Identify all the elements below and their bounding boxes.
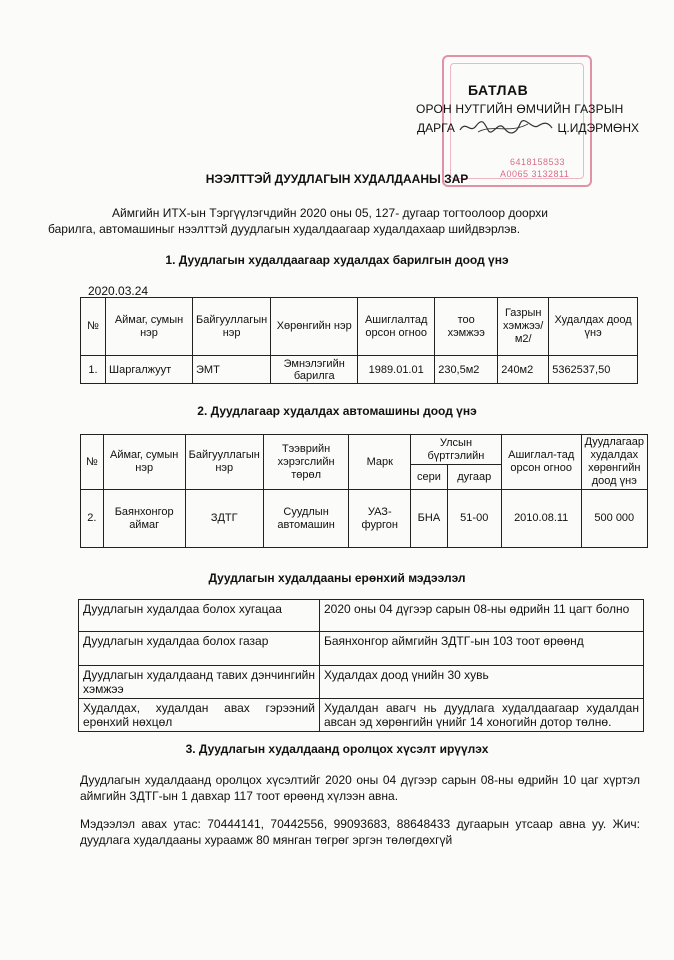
stamp-number: 6418158533: [510, 157, 566, 167]
section-3-paragraph: Дуудлагын худалдаанд оролцох хүсэлтийг 2020 оны 04 дүгээр сарын 08-ны өдрийн 10 цаг хүртэл аймгийн ЗДТГ-ын 1 давхар 117 тоот өрөөнд хүлээн авна.: [80, 773, 640, 803]
table-row: [81, 356, 638, 384]
column-header: Ашиглалтад орсон огноо: [358, 298, 435, 356]
column-header: Аймаг, сумын нэр: [106, 298, 193, 356]
column-header: Тээврийн хэрэгслийн төрөл: [263, 435, 349, 490]
table-cell: 5362537,50: [549, 356, 638, 384]
column-header: Марк: [349, 435, 411, 490]
column-header: Дуудлагаар худалдах хөрөнгийн доод үнэ: [581, 435, 647, 490]
approval-name: Ц.ИДЭРМӨНХ: [557, 121, 639, 135]
column-header: №: [81, 435, 104, 490]
table-header-row: [81, 298, 638, 356]
intro-paragraph: [48, 205, 640, 237]
table-cell: ЗДТГ: [185, 490, 263, 548]
general-info-title: Дуудлагын худалдааны ерөнхий мэдээлэл: [208, 571, 466, 585]
column-header: тоо хэмжээ: [435, 298, 498, 356]
column-header: Хөрөнгийн нэр: [271, 298, 358, 356]
table-cell: 2020 оны 04 дүгээр сарын 08-ны өдрийн 11 цагт болно: [320, 600, 644, 632]
vehicle-table: [80, 434, 648, 548]
signature-icon: [458, 118, 554, 136]
table-cell: Баянхонгор аймгийн ЗДТГ-ын 103 тоот өрөөнд: [320, 632, 644, 666]
table-cell: Шаргалжуут: [106, 356, 193, 384]
intro-line: Аймгийн ИТХ-ын Тэргүүлэгчдийн 2020 оны 05, 127- дугаар тогтоолоор доорхи: [112, 206, 548, 220]
table-cell: 230,5м2: [435, 356, 498, 384]
building-table: [80, 297, 638, 384]
table-cell: Эмнэлэгийн барилга: [271, 356, 358, 384]
table-cell: Худалдах доод үнийн 30 хувь: [320, 666, 644, 699]
column-header: Ашиглал-тад орсон огноо: [501, 435, 581, 490]
table-row: [81, 490, 648, 548]
intro-line: барилга, автомашиныг нээлттэй дуудлагын худалдаагаар худалдахаар шийдвэрлэв.: [48, 222, 521, 236]
table-cell: 2010.08.11: [501, 490, 581, 548]
column-header: Улсын бүртгэлийн: [411, 435, 502, 465]
approval-role: ДАРГА: [417, 121, 455, 135]
table-cell: ЭМТ: [193, 356, 271, 384]
table-cell: Дуудлагын худалдаанд тавих дэнчингийн хэмжээ: [79, 666, 320, 699]
table-cell: УАЗ-фургон: [349, 490, 411, 548]
section-1-title: 1. Дуудлагын худалдаагаар худалдах барилгын доод үнэ: [165, 253, 509, 267]
approval-title: БАТЛАВ: [468, 82, 529, 98]
table-cell: 2.: [81, 490, 104, 548]
table-cell: Худалдан авагч нь дуудлага худалдаагаар худалдан авсан эд хөрөнгийн үнийг 14 хоногийн дотор төлнө.: [320, 699, 644, 732]
table-cell: Суудлын автомашин: [263, 490, 349, 548]
table-cell: Баянхонгор аймаг: [103, 490, 185, 548]
table-cell: Дуудлагын худалдаа болох газар: [79, 632, 320, 666]
column-header: дугаар: [447, 465, 501, 490]
table-row: [79, 600, 644, 632]
table-row: [79, 666, 644, 699]
table-header-row: [81, 435, 648, 465]
table-cell: Дуудлагын худалдаа болох хугацаа: [79, 600, 320, 632]
table-cell: БНА: [411, 490, 448, 548]
column-header: Худалдах доод үнэ: [549, 298, 638, 356]
column-header: Аймаг, сумын нэр: [103, 435, 185, 490]
approval-signature-line: [417, 118, 639, 136]
table-row: [79, 632, 644, 666]
stamp-number: А0065 3132811: [500, 169, 570, 179]
table-row: [79, 699, 644, 732]
section-2-title: 2. Дуудлагаар худалдах автомашины доод үнэ: [197, 404, 477, 418]
table-cell: 240м2: [498, 356, 549, 384]
section-3-contact-paragraph: Мэдээлэл авах утас: 70444141, 70442556, 99093683, 88648433 дугаарын утсаар авна уу. Жич: дуудлага худалдааны хураамж 80 мянган төгрөг эргэн төлөгдөхгүй: [80, 817, 640, 847]
column-header: Байгууллагын нэр: [193, 298, 271, 356]
document-title: НЭЭЛТТЭЙ ДУУДЛАГЫН ХУДАЛДААНЫ ЗАР: [205, 172, 469, 186]
table-cell: 500 000: [581, 490, 647, 548]
table-cell: 51-00: [447, 490, 501, 548]
column-header: №: [81, 298, 106, 356]
column-header: сери: [411, 465, 448, 490]
table-cell: Худалдах, худалдан авах гэрээний ерөнхий нөхцөл: [79, 699, 320, 732]
column-header: Газрын хэмжээ/м2/: [498, 298, 549, 356]
section-1-date: 2020.03.24: [88, 284, 149, 298]
table-cell: 1989.01.01: [358, 356, 435, 384]
approval-line: ОРОН НУТГИЙН ӨМЧИЙН ГАЗРЫН: [416, 102, 624, 116]
general-info-table: [78, 599, 644, 732]
column-header: Байгууллагын нэр: [185, 435, 263, 490]
table-cell: 1.: [81, 356, 106, 384]
section-3-title: 3. Дуудлагын худалдаанд оролцох хүсэлт ирүүлэх: [185, 742, 489, 756]
